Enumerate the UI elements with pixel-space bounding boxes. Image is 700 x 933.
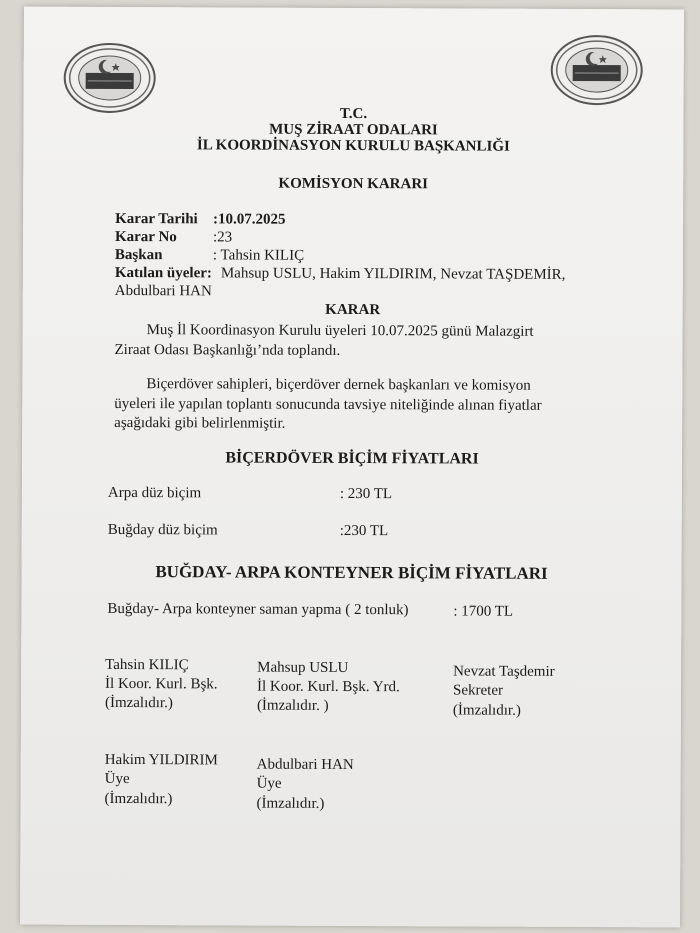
signature-name: Tahsin KILIÇ: [105, 656, 189, 674]
paragraph-1-line-2: Ziraat Odası Başkanlığı’nda toplandı.: [114, 341, 341, 359]
chamber-logo-left: [64, 43, 156, 113]
signature-status: (İmzalıdır. ): [256, 697, 329, 714]
price-value: :230 TL: [339, 522, 389, 540]
paragraph-2-line-1: Biçerdöver sahipleri, biçerdöver dernek başkanları ve komisyon: [146, 376, 531, 394]
signature-name: Abdulbari HAN: [256, 756, 354, 774]
signature-name: Mahsup USLU: [257, 659, 349, 676]
harvester-prices-title: BİÇERDÖVER BİÇİM FİYATLARI: [225, 449, 479, 468]
paragraph-2-line-2: üyeleri ile yapılan toplantı sonucunda tavsiye niteliğinde alınan fiyatlar: [114, 395, 542, 414]
header-tc: T.C.: [339, 105, 368, 123]
signature-status: (İmzalıdır.): [452, 702, 521, 719]
paragraph-1-line-1: Muş İl Koordinasyon Kurulu üyeleri 10.07.2025 günü Malazgirt: [146, 322, 534, 340]
chair-label: Başkan: [114, 246, 163, 264]
members-value: Mahsup USLU, Hakim YILDIRIM, Nevzat TAŞDEMİR,: [220, 265, 566, 283]
signature-status: (İmzalıdır.): [104, 694, 173, 712]
header-organization: MUŞ ZİRAAT ODALARI: [269, 121, 438, 139]
document-page: [20, 7, 684, 928]
paragraph-2-line-3: aşağıdaki gibi belirlenmiştir.: [114, 414, 286, 432]
signature-status: (İmzalıdır.): [104, 790, 173, 808]
decision-date-value: :10.07.2025: [213, 211, 286, 228]
signature-title: İl Koor. Kurl. Bşk. Yrd.: [257, 678, 400, 696]
decision-no-label: Karar No: [114, 228, 177, 246]
document-title: KOMİSYON KARARI: [278, 175, 429, 193]
members-value-cont: Abdulbari HAN: [114, 282, 212, 300]
members-label: Katılan üyeler:: [114, 264, 212, 282]
decision-no-value: :23: [212, 229, 233, 246]
signature-name: Hakim YILDIRIM: [104, 751, 218, 769]
signature-name: Nevzat Taşdemir: [453, 663, 555, 680]
decision-title: KARAR: [325, 301, 381, 319]
price-label: Buğday- Arpa konteyner saman yapma ( 2 tonluk): [107, 600, 409, 619]
signature-title: İl Koor. Kurl. Bşk.: [105, 675, 218, 693]
container-prices-title: BUĞDAY- ARPA KONTEYNER BİÇİM FİYATLARI: [155, 562, 548, 583]
chamber-logo-right: [551, 35, 643, 105]
signature-status: (İmzalıdır.): [256, 795, 325, 812]
signature-title: Üye: [256, 775, 282, 792]
price-value: : 1700 TL: [453, 603, 514, 620]
signature-title: Sekreter: [452, 682, 504, 699]
decision-date-label: Karar Tarihi: [115, 210, 198, 228]
header-presidency: İL KOORDİNASYON KURULU BAŞKANLIĞI: [196, 137, 510, 155]
price-label: Buğday düz biçim: [107, 521, 218, 539]
price-value: : 230 TL: [339, 485, 393, 503]
price-label: Arpa düz biçim: [107, 484, 202, 502]
signature-title: Üye: [104, 770, 130, 788]
chair-value: : Tahsin KILIÇ: [212, 247, 305, 264]
